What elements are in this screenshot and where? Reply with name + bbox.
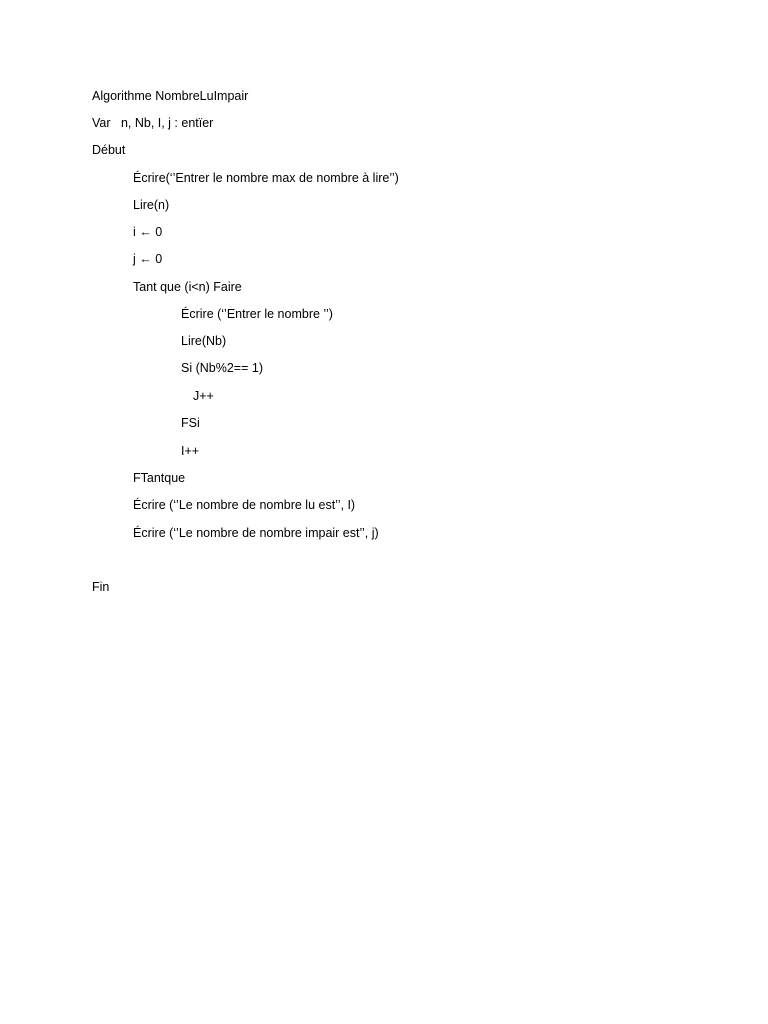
end-keyword: Fin: [92, 580, 110, 594]
if-odd-condition: Si (Nb%2== 1): [181, 361, 263, 375]
assign-i: i ← 0: [133, 225, 163, 239]
end-if: FSi: [181, 416, 200, 430]
write-count-read: Écrire (‘’Le nombre de nombre lu est’’, I): [133, 498, 356, 512]
algorithm-title: Algorithme NombreLuImpair: [92, 89, 249, 103]
write-prompt-number: Écrire (‘’Entrer le nombre ’’): [181, 307, 333, 321]
assign-j: j ← 0: [133, 252, 163, 266]
increment-i: I++: [181, 444, 200, 458]
write-count-odd: Écrire (‘’Le nombre de nombre impair est’’, j): [133, 526, 379, 540]
end-while: FTantque: [133, 471, 186, 485]
variable-declaration: Var n, Nb, I, j : entïer: [92, 116, 214, 130]
begin-keyword: Début: [92, 143, 126, 157]
write-prompt-max: Écrire(‘’Entrer le nombre max de nombre à lire’’): [133, 171, 399, 185]
increment-j: J++: [193, 389, 214, 403]
read-n: Lire(n): [133, 198, 170, 212]
while-loop-start: Tant que (i<n) Faire: [133, 280, 242, 294]
read-nb: Lire(Nb): [181, 334, 227, 348]
